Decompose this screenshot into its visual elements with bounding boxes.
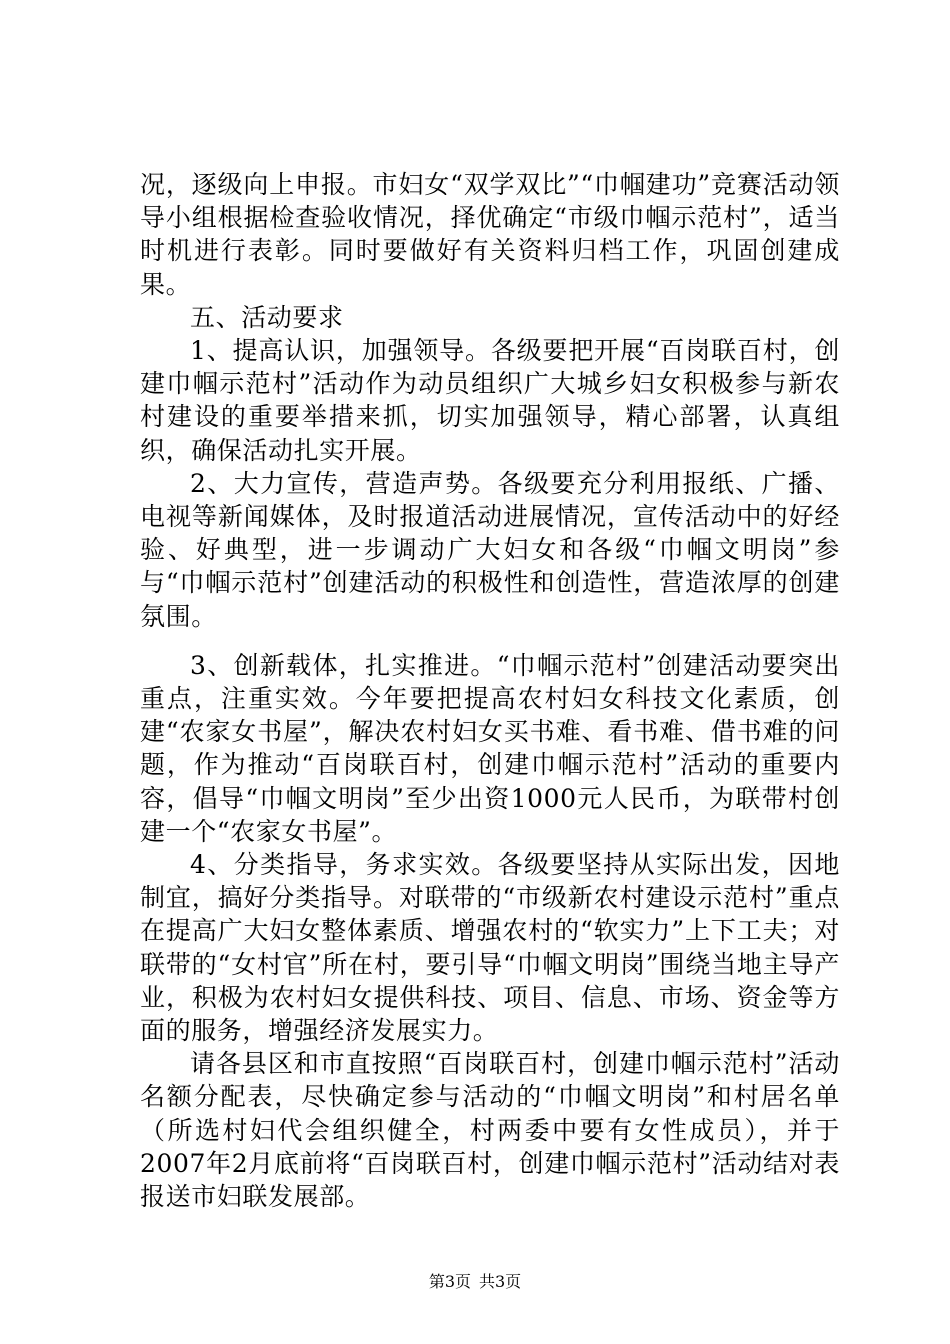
paragraph-continuation: 况，逐级向上申报。市妇女“双学双比”“巾帼建功”竞赛活动领导小组根据检查验收情况，择优确定“市级巾帼示范村”，适当时机进行表彰。同时要做好有关资料归档工作，巩固创建成果。 bbox=[140, 170, 840, 299]
paragraph-requirement-3: 3、创新载体，扎实推进。“巾帼示范村”创建活动要突出重点，注重实效。今年要把提高农村妇女科技文化素质，创建“农家女书屋”，解决农村妇女买书难、看书难、借书难的问题，作为推动“百岗联百村，创建巾帼示范村”活动的重要内容，倡导“巾帼文明岗”至少出资1000元人民币，为联带村创建一个“农家女书屋”。 bbox=[140, 650, 840, 846]
page-number: 第3页 bbox=[428, 1272, 471, 1291]
paragraph-requirement-4: 4、分类指导，务求实效。各级要坚持从实际出发，因地制宜，搞好分类指导。对联带的“市级新农村建设示范村”重点在提高广大妇女整体素质、增强农村的“软实力”上下工夫；对联带的“女村官”所在村，要引导“巾帼文明岗”围绕当地主导产业，积极为农村妇女提供科技、项目、信息、市场、资金等方面的服务，增强经济发展实力。 bbox=[140, 850, 840, 1046]
section-heading-requirements: 五、活动要求 bbox=[190, 302, 344, 332]
page-total: 共3页 bbox=[479, 1272, 522, 1291]
paragraph-requirement-1: 1、提高认识，加强领导。各级要把开展“百岗联百村，创建巾帼示范村”活动作为动员组织广大城乡妇女积极参与新农村建设的重要举措来抓，切实加强领导，精心部署，认真组织，确保活动扎实开展。 bbox=[140, 336, 840, 465]
page-footer bbox=[0, 1272, 950, 1292]
paragraph-requirement-2: 2、大力宣传，营造声势。各级要充分利用报纸、广播、电视等新闻媒体，及时报道活动进展情况，宣传活动中的好经验、好典型，进一步调动广大妇女和各级“巾帼文明岗”参与“巾帼示范村”创建活动的积极性和创造性，营造浓厚的创建氛围。 bbox=[140, 468, 840, 631]
document-body bbox=[140, 168, 840, 1213]
paragraph-closing-instruction: 请各县区和市直按照“百岗联百村，创建巾帼示范村”活动名额分配表，尽快确定参与活动的“巾帼文明岗”和村居名单（所选村妇代会组织健全，村两委中要有女性成员），并于2007年2月底前将“百岗联百村，创建巾帼示范村”活动结对表报送市妇联发展部。 bbox=[140, 1049, 840, 1212]
